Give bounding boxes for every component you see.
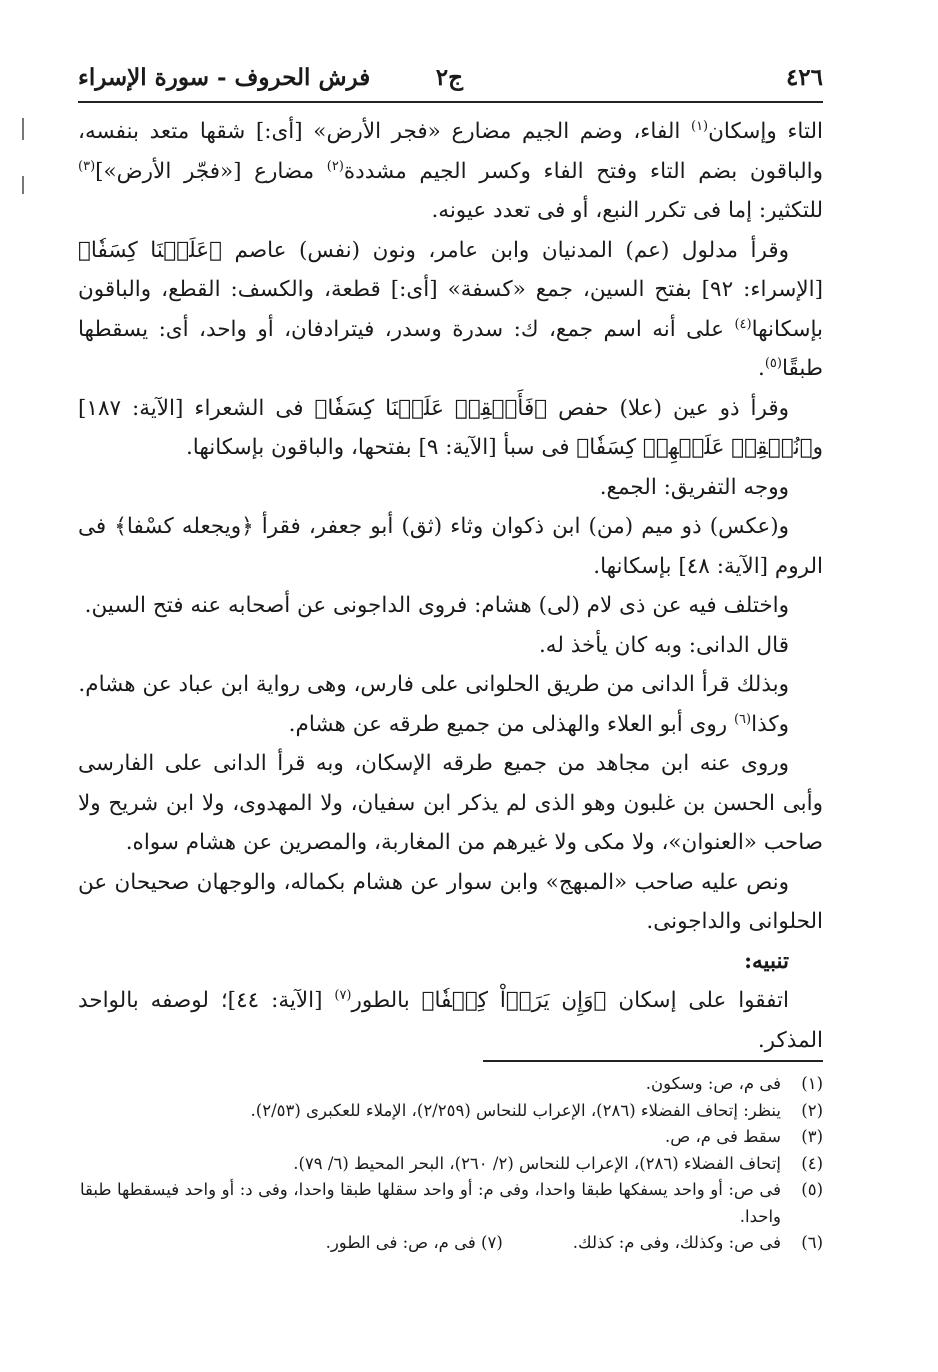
footnote-text: فى م، ص: فى الطور. <box>325 1233 476 1252</box>
paragraph <box>78 626 823 666</box>
footnote-ref: (٦) <box>733 711 752 727</box>
text-run: ونص عليه صاحب «المبهج» وابن سوار عن هشام بكماله، والوجهان صحيحان عن الحلوانى والداجونى. <box>78 869 823 934</box>
footnote <box>80 1071 823 1098</box>
footnote-ref: (٣) <box>78 158 96 174</box>
text-run: اتفقوا على إسكان ﴿وَإِن يَرَوۡاْ كِسۡفٗا﴾ بالطور <box>351 988 789 1013</box>
footnote <box>80 1230 823 1257</box>
paragraph <box>78 507 823 586</box>
text-run: واختلف فيه عن ذى لام (لى) هشام: فروى الداجونى عن أصحابه عنه فتح السين. <box>84 593 789 618</box>
text-run: ووجه التفريق: الجمع. <box>599 474 789 500</box>
footnote-number: (٣) <box>801 1127 823 1146</box>
running-title: فرش الحروف - سورة الإسراء <box>78 64 371 91</box>
footnote <box>80 1177 823 1230</box>
text-run: و(عكس) ذو ميم (من) ابن ذكوان وثاء (ثق) أبو جعفر، فقرأ ﴿ويجعله كسْفا﴾ فى الروم [الآية: ٤٨] بإسكانها. <box>78 514 823 579</box>
text-run: . <box>757 356 765 381</box>
paragraph <box>78 468 823 508</box>
footnote-ref: (٤) <box>734 316 752 332</box>
text-run: وقرأ مدلول (عم) المدنيان وابن عامر، ونون (نفس) عاصم ﴿عَلَيۡنَا كِسَفٗا﴾ [الإسراء: ٩٢] بفتح السين، جمع «كسفة» [أى:] قطعة، والكسف: القطع، والباقون بإسكانها <box>78 237 823 342</box>
section-heading <box>78 942 823 982</box>
paragraph <box>78 981 823 1060</box>
text-run: وقرأ ذو عين (علا) حفص ﴿فَأَسۡقِطۡ عَلَيۡنَا كِسَفٗا﴾ فى الشعراء [الآية: ١٨٧] و﴿نُسۡقِطۡ عَلَيۡهِمۡ كِسَفٗا﴾ فى سبأ [الآية: ٩] بفتحها، والباقون بإسكانها. <box>78 395 823 460</box>
footnote-text: سقط فى م، ص. <box>665 1127 781 1146</box>
footnote <box>80 1124 823 1151</box>
text-run: التاء وإسكان <box>708 119 823 144</box>
footnote-number: (٥) <box>801 1180 823 1199</box>
text-run: وروى عنه ابن مجاهد من جميع طرقه الإسكان، وبه قرأ الدانى على الفارسى وأبى الحسن بن غلبون وهو الذى لم يذكر ابن سفيان، ولا المهدوى، ولا ابن شريح ولا صاحب «العنوان»، ولا مكى ولا غيرهم من المغاربة، والمصرين عن هشام سواه. <box>78 751 823 855</box>
text-run: للتكثير: إما فى تكرر النبع، أو فى تعدد عيونه. <box>431 198 823 223</box>
footnote <box>80 1151 823 1178</box>
footnote-text: فى م، ص: وسكون. <box>645 1074 781 1093</box>
footnote-number: (٤) <box>801 1153 823 1173</box>
paragraph <box>78 586 823 626</box>
footnote-ref: (٧) <box>334 987 352 1003</box>
text-run: روى أبو العلاء والهذلى من جميع طرقه عن هشام. <box>288 711 734 737</box>
paragraph <box>78 705 823 745</box>
footnote-text: إتحاف الفضلاء (٢٨٦)، الإعراب للنحاس (٢/ ٢٦٠)، البحر المحيط (٦/ ٧٩). <box>293 1153 781 1173</box>
text-run: قال الدانى: وبه كان يأخذ له. <box>538 632 789 658</box>
volume-label: ج٢ <box>435 64 463 91</box>
text-run: [الآية: ٤٤]؛ لوصفه بالواحد المذكر. <box>78 988 823 1053</box>
header-rule <box>78 101 823 103</box>
text-run: تنبيه: <box>744 948 789 974</box>
footnotes <box>80 1071 823 1257</box>
footnote-ref: (٥) <box>764 355 782 371</box>
margin-mark <box>22 176 24 194</box>
footnote-ref: (١) <box>690 118 709 134</box>
paragraph <box>78 665 823 705</box>
footnote-number: (٢) <box>801 1100 823 1120</box>
footnote-number: (١) <box>801 1074 823 1093</box>
text-run: على أنه اسم جمع، ك: سدرة وسدر، فيترادفان، أو واحد، أى: يسقطها طبقًا <box>78 316 823 381</box>
footnote-number: (٧) <box>481 1233 503 1252</box>
text-run: وكذا <box>751 711 789 737</box>
paragraph <box>78 389 823 468</box>
page-header <box>78 58 823 98</box>
footnote-number: (٦) <box>801 1233 823 1252</box>
footnote-text: فى ص: وكذلك، وفى م: كذلك. <box>572 1233 781 1252</box>
text-run: وبذلك قرأ الدانى من طريق الحلوانى على فارس، وهى رواية ابن عباد عن هشام. <box>78 672 789 697</box>
paragraph <box>78 744 823 863</box>
footnote <box>80 1098 823 1125</box>
footnote-text: ينظر: إتحاف الفضلاء (٢٨٦)، الإعراب للنحاس (٢/٢٥٩)، الإملاء للعكبرى (٢/٥٣). <box>250 1100 781 1120</box>
text-run: مضارع [«فجّر الأرض»] <box>95 158 327 184</box>
margin-mark <box>22 118 24 140</box>
footnote-text: فى ص: أو واحد يسفكها طبقا واحدا، وفى م: أو واحد سقلها طبقا واحدا، وفى د: أو واحد فيسقطها طبقا واحدا. <box>80 1180 781 1226</box>
main-text <box>78 112 823 1060</box>
footnote-ref: (٢) <box>326 158 344 174</box>
paragraph <box>78 863 823 942</box>
paragraph <box>78 112 823 231</box>
footnote-rule <box>483 1060 823 1062</box>
text-run: الفاء، وضم الجيم مضارع «فجر الأرض» [أى:] شقها متعد بنفسه، والباقون بضم التاء وفتح الفاء وكسر الجيم مشددة <box>78 119 824 184</box>
page-number: ٤٢٦ <box>785 64 823 91</box>
paragraph <box>78 231 823 389</box>
